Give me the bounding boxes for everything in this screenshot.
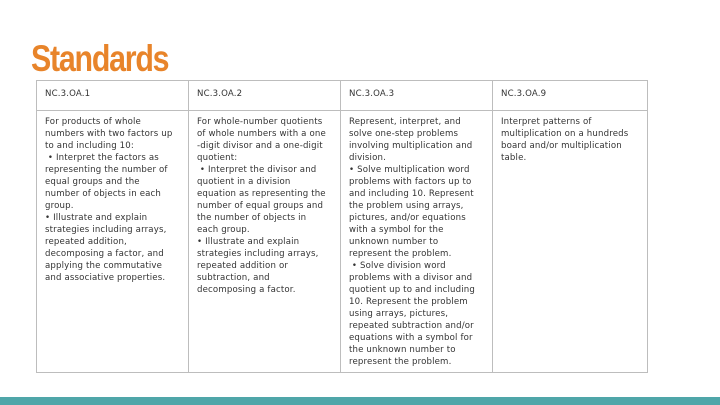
cell-line: Represent, interpret, and: [349, 117, 461, 127]
cell-line: involving multiplication and: [349, 141, 473, 151]
cell-line: using arrays, pictures,: [349, 309, 449, 319]
standard-cell: [341, 111, 493, 373]
cell-line: unknown number to: [349, 237, 439, 247]
cell-line: to and including 10:: [45, 141, 134, 151]
cell-line: quotient in a division: [197, 177, 291, 187]
cell-text: [349, 116, 485, 368]
cell-line: represent the problem.: [349, 249, 452, 259]
page-title: Standards: [31, 38, 169, 79]
cell-line: strategies including arrays,: [45, 225, 167, 235]
cell-line: repeated addition,: [45, 237, 127, 247]
header-cell: NC.3.OA.3: [341, 81, 493, 111]
cell-text: [501, 116, 640, 164]
cell-line: group.: [45, 201, 74, 211]
cell-line: representing the number of: [45, 165, 168, 175]
cell-line: the unknown number to: [349, 345, 456, 355]
cell-line: equations with a symbol for: [349, 333, 473, 343]
cell-text: [45, 116, 181, 284]
standard-cell: [37, 111, 189, 373]
bottom-accent-bar: [0, 397, 720, 405]
cell-line: For products of whole: [45, 117, 141, 127]
cell-line: decomposing a factor, and: [45, 249, 164, 259]
cell-line: decomposing a factor.: [197, 285, 296, 295]
cell-line: and including 10. Represent: [349, 189, 474, 199]
cell-line: pictures, and/or equations: [349, 213, 466, 223]
cell-line: of whole numbers with a one: [197, 129, 326, 139]
cell-line: • Illustrate and explain: [45, 213, 148, 223]
cell-line: repeated addition or: [197, 261, 289, 271]
cell-line: multiplication on a hundreds: [501, 129, 629, 139]
cell-line: problems with factors up to: [349, 177, 472, 187]
cell-line: applying the commutative: [45, 261, 163, 271]
cell-line: -digit divisor and a one-digit: [197, 141, 323, 151]
cell-line: • Solve division word: [349, 261, 446, 271]
cell-line: subtraction, and: [197, 273, 270, 283]
cell-line: equal groups and the: [45, 177, 140, 187]
cell-line: equation as representing the: [197, 189, 326, 199]
cell-line: quotient:: [197, 153, 238, 163]
cell-line: number of objects in each: [45, 189, 162, 199]
standard-cell: [189, 111, 341, 373]
cell-line: • Solve multiplication word: [349, 165, 470, 175]
table-header-row: [37, 81, 648, 111]
cell-line: • Interpret the divisor and: [197, 165, 317, 175]
cell-line: strategies including arrays,: [197, 249, 319, 259]
cell-line: • Interpret the factors as: [45, 153, 159, 163]
cell-line: the number of objects in: [197, 213, 307, 223]
cell-line: board and/or multiplication: [501, 141, 622, 151]
cell-line: 10. Represent the problem: [349, 297, 468, 307]
cell-line: number of equal groups and: [197, 201, 324, 211]
standards-table: [36, 80, 648, 373]
header-cell: NC.3.OA.9: [493, 81, 648, 111]
cell-line: represent the problem.: [349, 357, 452, 367]
cell-text: [197, 116, 333, 296]
cell-line: and associative properties.: [45, 273, 166, 283]
cell-line: For whole-number quotients: [197, 117, 323, 127]
cell-line: each group.: [197, 225, 250, 235]
standard-cell: [493, 111, 648, 373]
cell-line: the problem using arrays,: [349, 201, 464, 211]
cell-line: solve one-step problems: [349, 129, 459, 139]
header-cell: NC.3.OA.2: [189, 81, 341, 111]
cell-line: table.: [501, 153, 527, 163]
cell-line: numbers with two factors up: [45, 129, 173, 139]
header-cell: NC.3.OA.1: [37, 81, 189, 111]
cell-line: • Illustrate and explain: [197, 237, 300, 247]
table-row: [37, 111, 648, 373]
cell-line: Interpret patterns of: [501, 117, 592, 127]
cell-line: problems with a divisor and: [349, 273, 473, 283]
cell-line: quotient up to and including: [349, 285, 475, 295]
cell-line: repeated subtraction and/or: [349, 321, 474, 331]
cell-line: division.: [349, 153, 386, 163]
cell-line: with a symbol for the: [349, 225, 444, 235]
